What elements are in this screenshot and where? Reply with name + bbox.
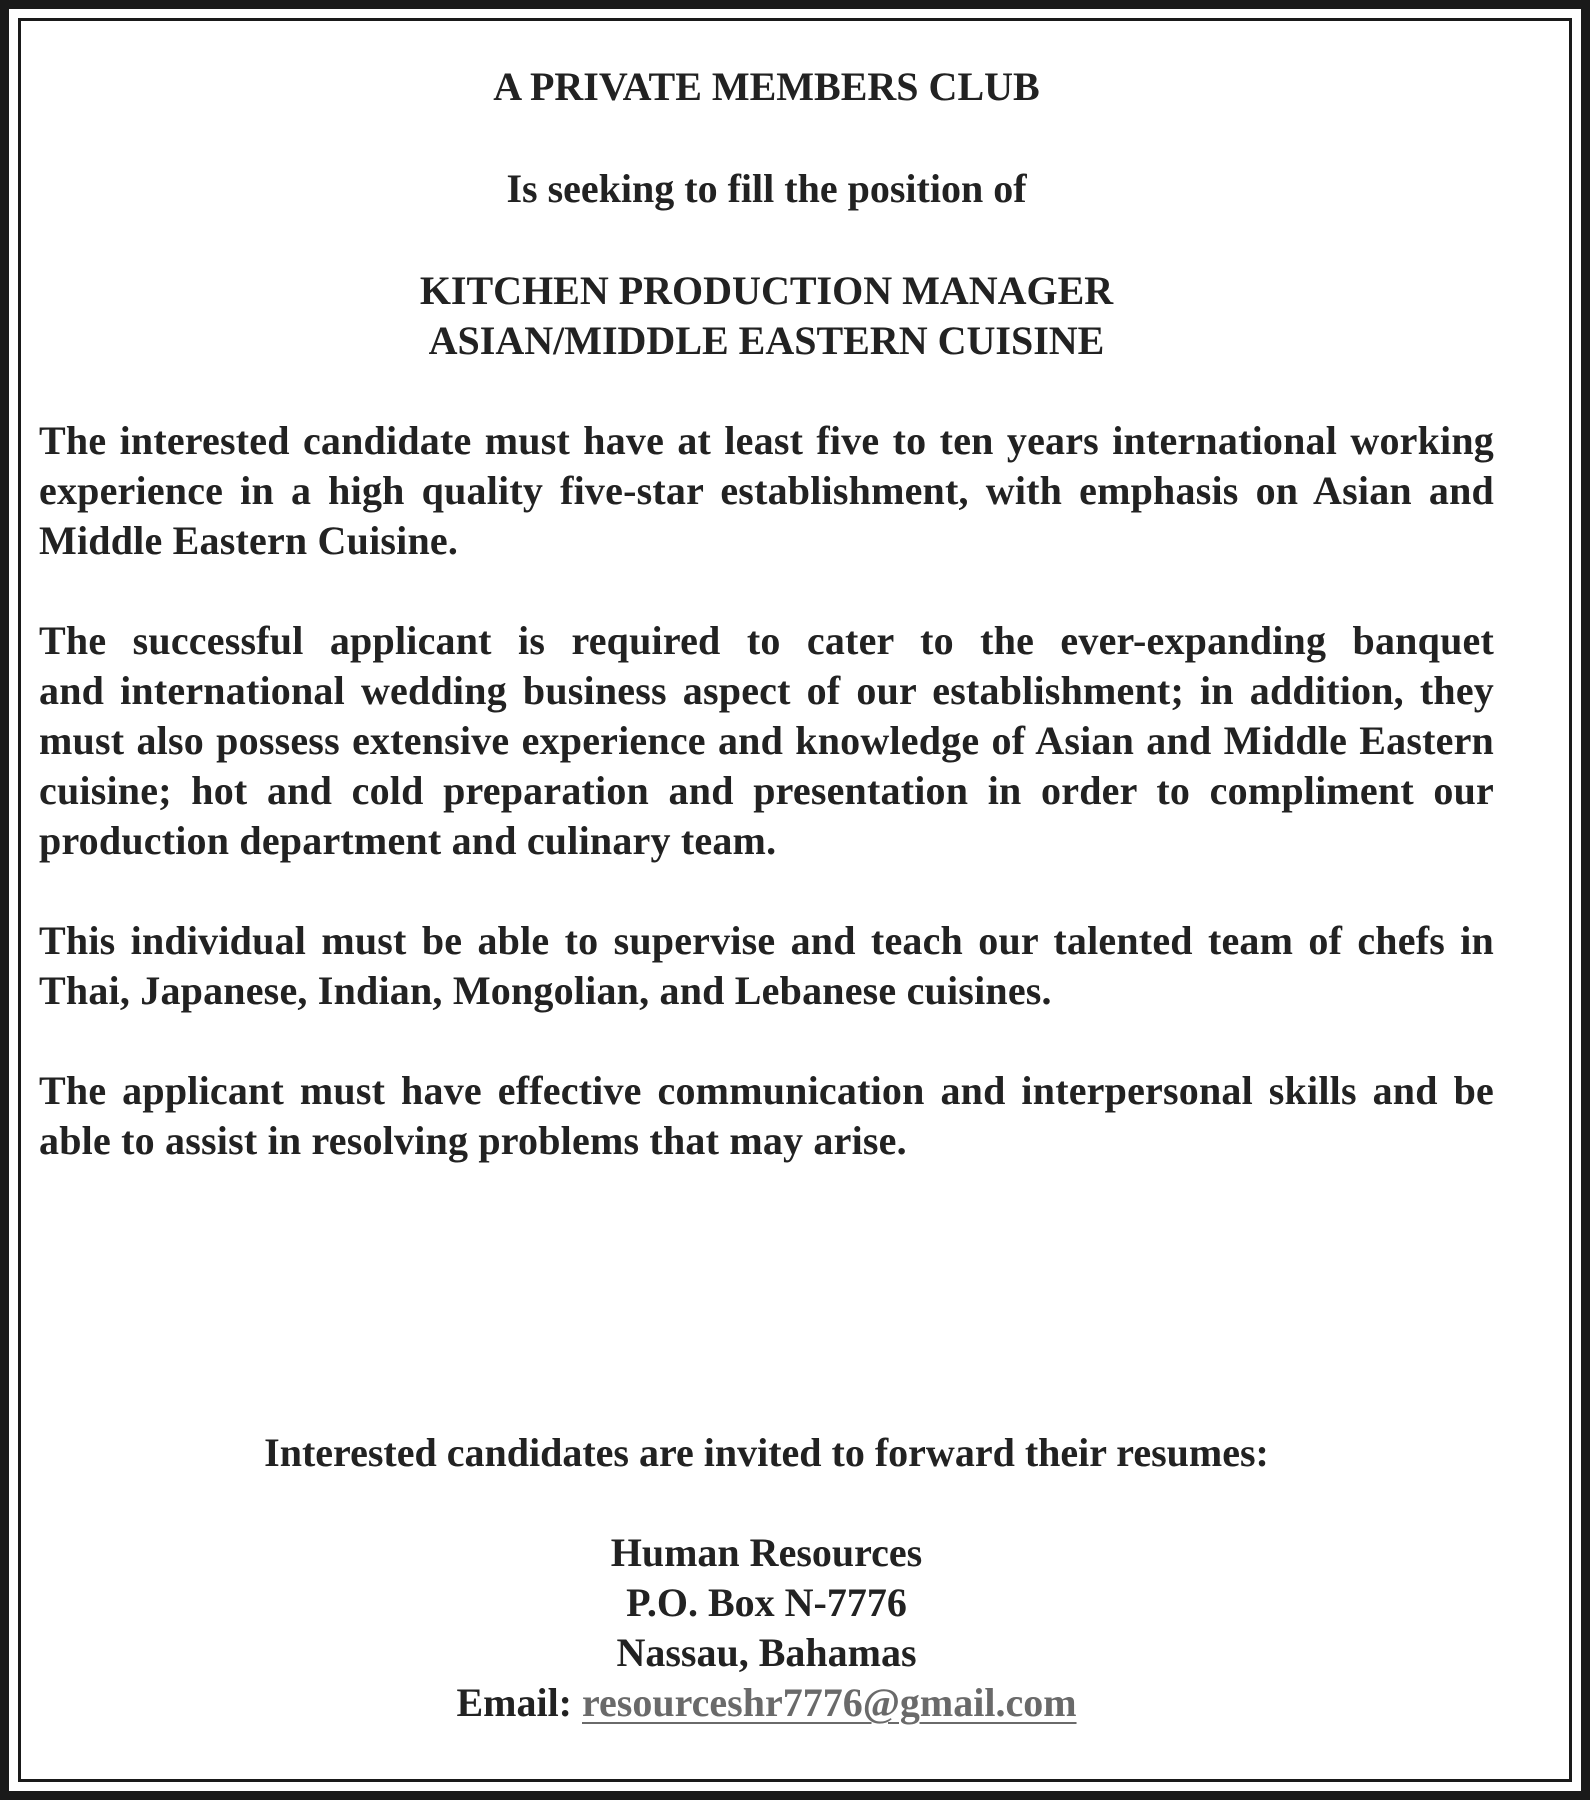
position-title-line-2: ASIAN/MIDDLE EASTERN CUISINE — [428, 318, 1105, 363]
organization-heading: A PRIVATE MEMBERS CLUB — [493, 64, 1040, 109]
contact-block — [39, 1428, 1494, 1728]
po-box: P.O. Box N-7776 — [626, 1580, 907, 1625]
city-country: Nassau, Bahamas — [616, 1630, 917, 1675]
email-label: Email: — [456, 1680, 572, 1725]
requirements-paragraph: The interested candidate must have at least five to ten years international working experience in a high quality five-star establishment, with emphasis on Asian and Middle Eastern Cuisine. — [39, 418, 1494, 563]
position-title-line-1: KITCHEN PRODUCTION MANAGER — [419, 268, 1114, 313]
duties-paragraph-first-line: The successful applicant is required to cater to the ever-expanding banquet — [39, 618, 1494, 663]
email-link[interactable]: resourceshr7776@gmail.com — [582, 1680, 1077, 1725]
invite-line: Interested candidates are invited to forward their resumes: — [264, 1430, 1269, 1475]
seeking-line: Is seeking to fill the position of — [506, 166, 1027, 211]
email-line — [39, 1678, 1494, 1728]
hr-department: Human Resources — [610, 1530, 923, 1575]
duties-paragraph: and international wedding business aspect of our establishment; in addition, they must also possess extensive experience and knowledge of Asian and Middle Eastern cuisine; hot and cold preparation and presentation in order to compliment our production department and culinary team. — [39, 668, 1494, 863]
job-ad-body — [39, 62, 1494, 1166]
skills-paragraph: The applicant must have effective communication and interpersonal skills and be able to assist in resolving problems that may arise. — [39, 1068, 1494, 1163]
supervision-paragraph: This individual must be able to supervise and teach our talented team of chefs in Thai, Japanese, Indian, Mongolian, and Lebanese cuisines. — [39, 918, 1494, 1013]
